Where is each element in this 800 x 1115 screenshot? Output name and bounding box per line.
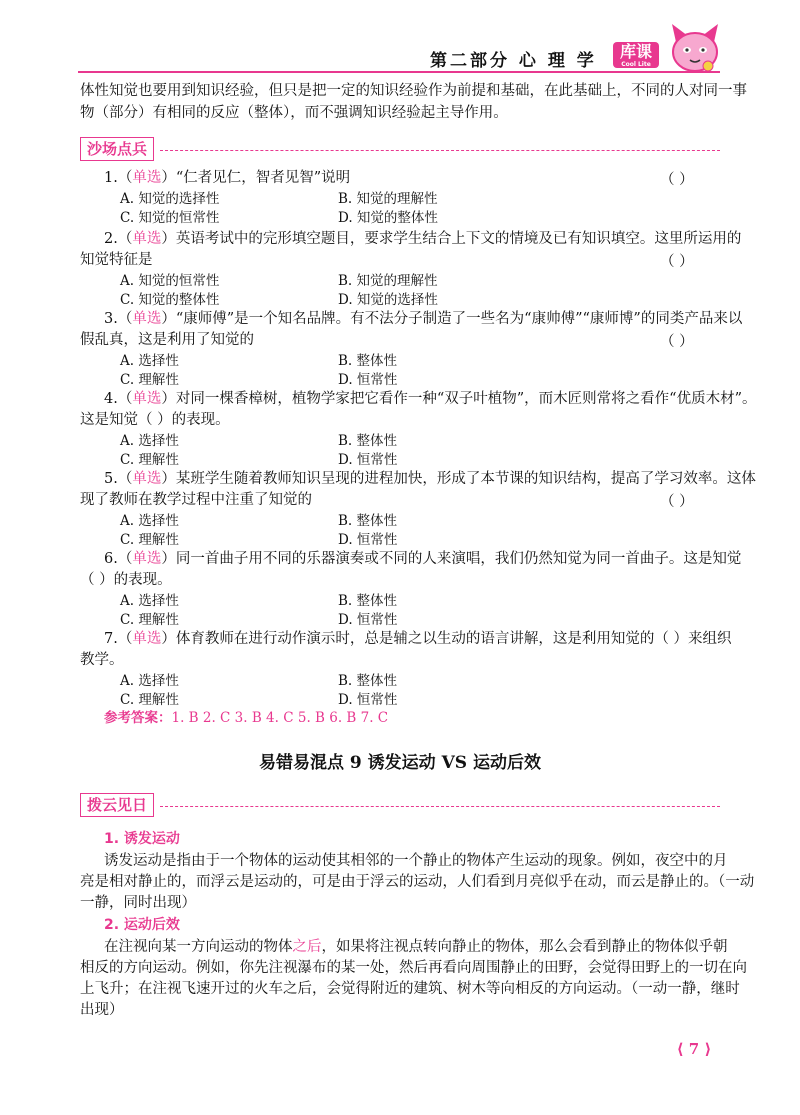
section-label: 拨云见日 [80,793,154,817]
option-d[interactable]: D. 恒常性 [338,612,398,628]
answer-blank: （ ） [660,254,694,270]
option-d[interactable]: D. 恒常性 [338,372,398,388]
option-d[interactable]: D. 恒常性 [338,532,398,548]
topic-title: 易错易混点 9 诱发运动 VS 运动后效 [259,753,541,773]
question-line: 3.（单选）“康师傅”是一个知名品牌。有不法分子制造了一些名为“康帅傅”“康师博”的同类产品来以 [104,311,743,327]
question-line: 这是知觉（ ）的表现。 [80,412,230,428]
option-d[interactable]: D. 恒常性 [338,692,398,708]
option-b[interactable]: B. 知觉的理解性 [338,191,438,207]
question-type-tag: 单选 [132,391,162,407]
option-c[interactable]: C. 理解性 [120,692,179,708]
option-c[interactable]: C. 理解性 [120,372,179,388]
text-segment: 在注视向某一方向运动的物体 [104,939,293,955]
paragraph-line: 出现） [80,1002,124,1018]
paragraph-line: 上飞升；在注视飞速开过的火车之后，会觉得附近的建筑、树木等向相反的方向运动。（一动一静，继时 [80,981,740,997]
answer-label: 参考答案： [104,710,172,726]
paragraph-line [104,937,728,957]
question-line: 2.（单选）英语考试中的完形填空题目，要求学生结合上下文的情境及已有知识填空。这里所运用的 [104,231,742,247]
page-number: ⟨ 7 ⟩ [676,1040,712,1058]
option-b[interactable]: B. 整体性 [338,353,398,369]
paragraph-line: 诱发运动是指由于一个物体的运动使其相邻的一个静止的物体产生运动的现象。例如，夜空中的月 [104,853,728,869]
option-c[interactable]: C. 理解性 [120,452,179,468]
point-heading: 2. 运动后效 [104,917,180,933]
question-line: 教学。 [80,652,124,668]
question-line: （ ）的表现。 [80,572,172,588]
question-type-tag: 单选 [132,551,162,567]
question-line: 6.（单选）同一首曲子用不同的乐器演奏或不同的人来演唱，我们仍然知觉为同一首曲子。这是知觉 [104,551,742,567]
question-line: 1.（单选）“仁者见仁，智者见智”说明 [104,170,351,186]
text-segment: ，如果将注视点转向静止的物体，那么会看到静止的物体似乎朝 [321,939,728,955]
intro-line: 体性知觉也要用到知识经验，但只是把一定的知识经验作为前提和基础，在此基础上，不同的人对同一事 [80,83,747,99]
intro-line: 物（部分）有相同的反应（整体），而不强调知识经验起主导作用。 [80,105,508,121]
question-line: 7.（单选）体育教师在进行动作演示时，总是辅之以生动的语言讲解，这是利用知觉的（ ）来组织 [104,631,732,647]
answer-blank: （ ） [660,334,694,350]
answer-blank: （ ） [660,172,694,188]
paragraph-line: 亮是相对静止的，而浮云是运动的，可是由于浮云的运动，人们看到月亮似乎在动，而云是静止的。（一动 [80,874,755,890]
answer-text: 1. B 2. C 3. B 4. C 5. B 6. B 7. C [171,710,389,726]
option-b[interactable]: B. 知觉的理解性 [338,273,438,289]
question-type-tag: 单选 [132,170,162,186]
logo-text: 库课 [619,42,652,61]
question-type-tag: 单选 [132,231,162,247]
option-a[interactable]: A. 选择性 [120,353,179,369]
option-a[interactable]: A. 知觉的恒常性 [120,273,220,289]
section-divider [160,150,720,151]
logo-subtext: Cool Lite [621,61,651,68]
section-divider [160,806,720,807]
question-type-tag: 单选 [132,631,162,647]
paragraph-line: 相反的方向运动。例如，你先注视瀑布的某一处，然后再看向周围静止的田野，会觉得田野上的一切在向 [80,960,747,976]
header-rule [78,71,720,73]
option-d[interactable]: D. 知觉的整体性 [338,210,438,226]
point-heading: 1. 诱发运动 [104,831,180,847]
option-b[interactable]: B. 整体性 [338,513,398,529]
answer-key [104,708,388,728]
section-label: 沙场点兵 [80,137,154,161]
option-c[interactable]: C. 知觉的恒常性 [120,210,220,226]
option-a[interactable]: A. 选择性 [120,513,179,529]
option-d[interactable]: D. 知觉的选择性 [338,292,438,308]
mascot-icon [664,22,726,74]
question-line: 现了教师在教学过程中注重了知觉的 [80,492,312,508]
option-c[interactable]: C. 知觉的整体性 [120,292,220,308]
option-d[interactable]: D. 恒常性 [338,452,398,468]
question-type-tag: 单选 [132,471,162,487]
option-a[interactable]: A. 选择性 [120,593,179,609]
option-c[interactable]: C. 理解性 [120,532,179,548]
option-c[interactable]: C. 理解性 [120,612,179,628]
question-line: 知觉特征是 [80,252,153,268]
question-type-tag: 单选 [132,311,162,327]
option-b[interactable]: B. 整体性 [338,433,398,449]
question-line: 5.（单选）某班学生随着教师知识呈现的进程加快，形成了本节课的知识结构，提高了学习效率。这体 [104,471,756,487]
option-a[interactable]: A. 选择性 [120,673,179,689]
highlight-text: 之后 [292,939,322,955]
question-line: 假乱真，这是利用了知觉的 [80,332,254,348]
brand-logo [613,42,659,68]
paragraph-line: 一静，同时出现） [80,895,196,911]
page-number-value: 7 [688,1040,700,1058]
option-a[interactable]: A. 选择性 [120,433,179,449]
header-title: 第二部分 心 理 学 [430,51,597,71]
option-b[interactable]: B. 整体性 [338,593,398,609]
question-line: 4.（单选）对同一棵香樟树，植物学家把它看作一种“双子叶植物”，而木匠则常将之看作“优质木材”。 [104,391,757,407]
answer-blank: （ ） [660,494,694,510]
option-a[interactable]: A. 知觉的选择性 [120,191,220,207]
option-b[interactable]: B. 整体性 [338,673,398,689]
